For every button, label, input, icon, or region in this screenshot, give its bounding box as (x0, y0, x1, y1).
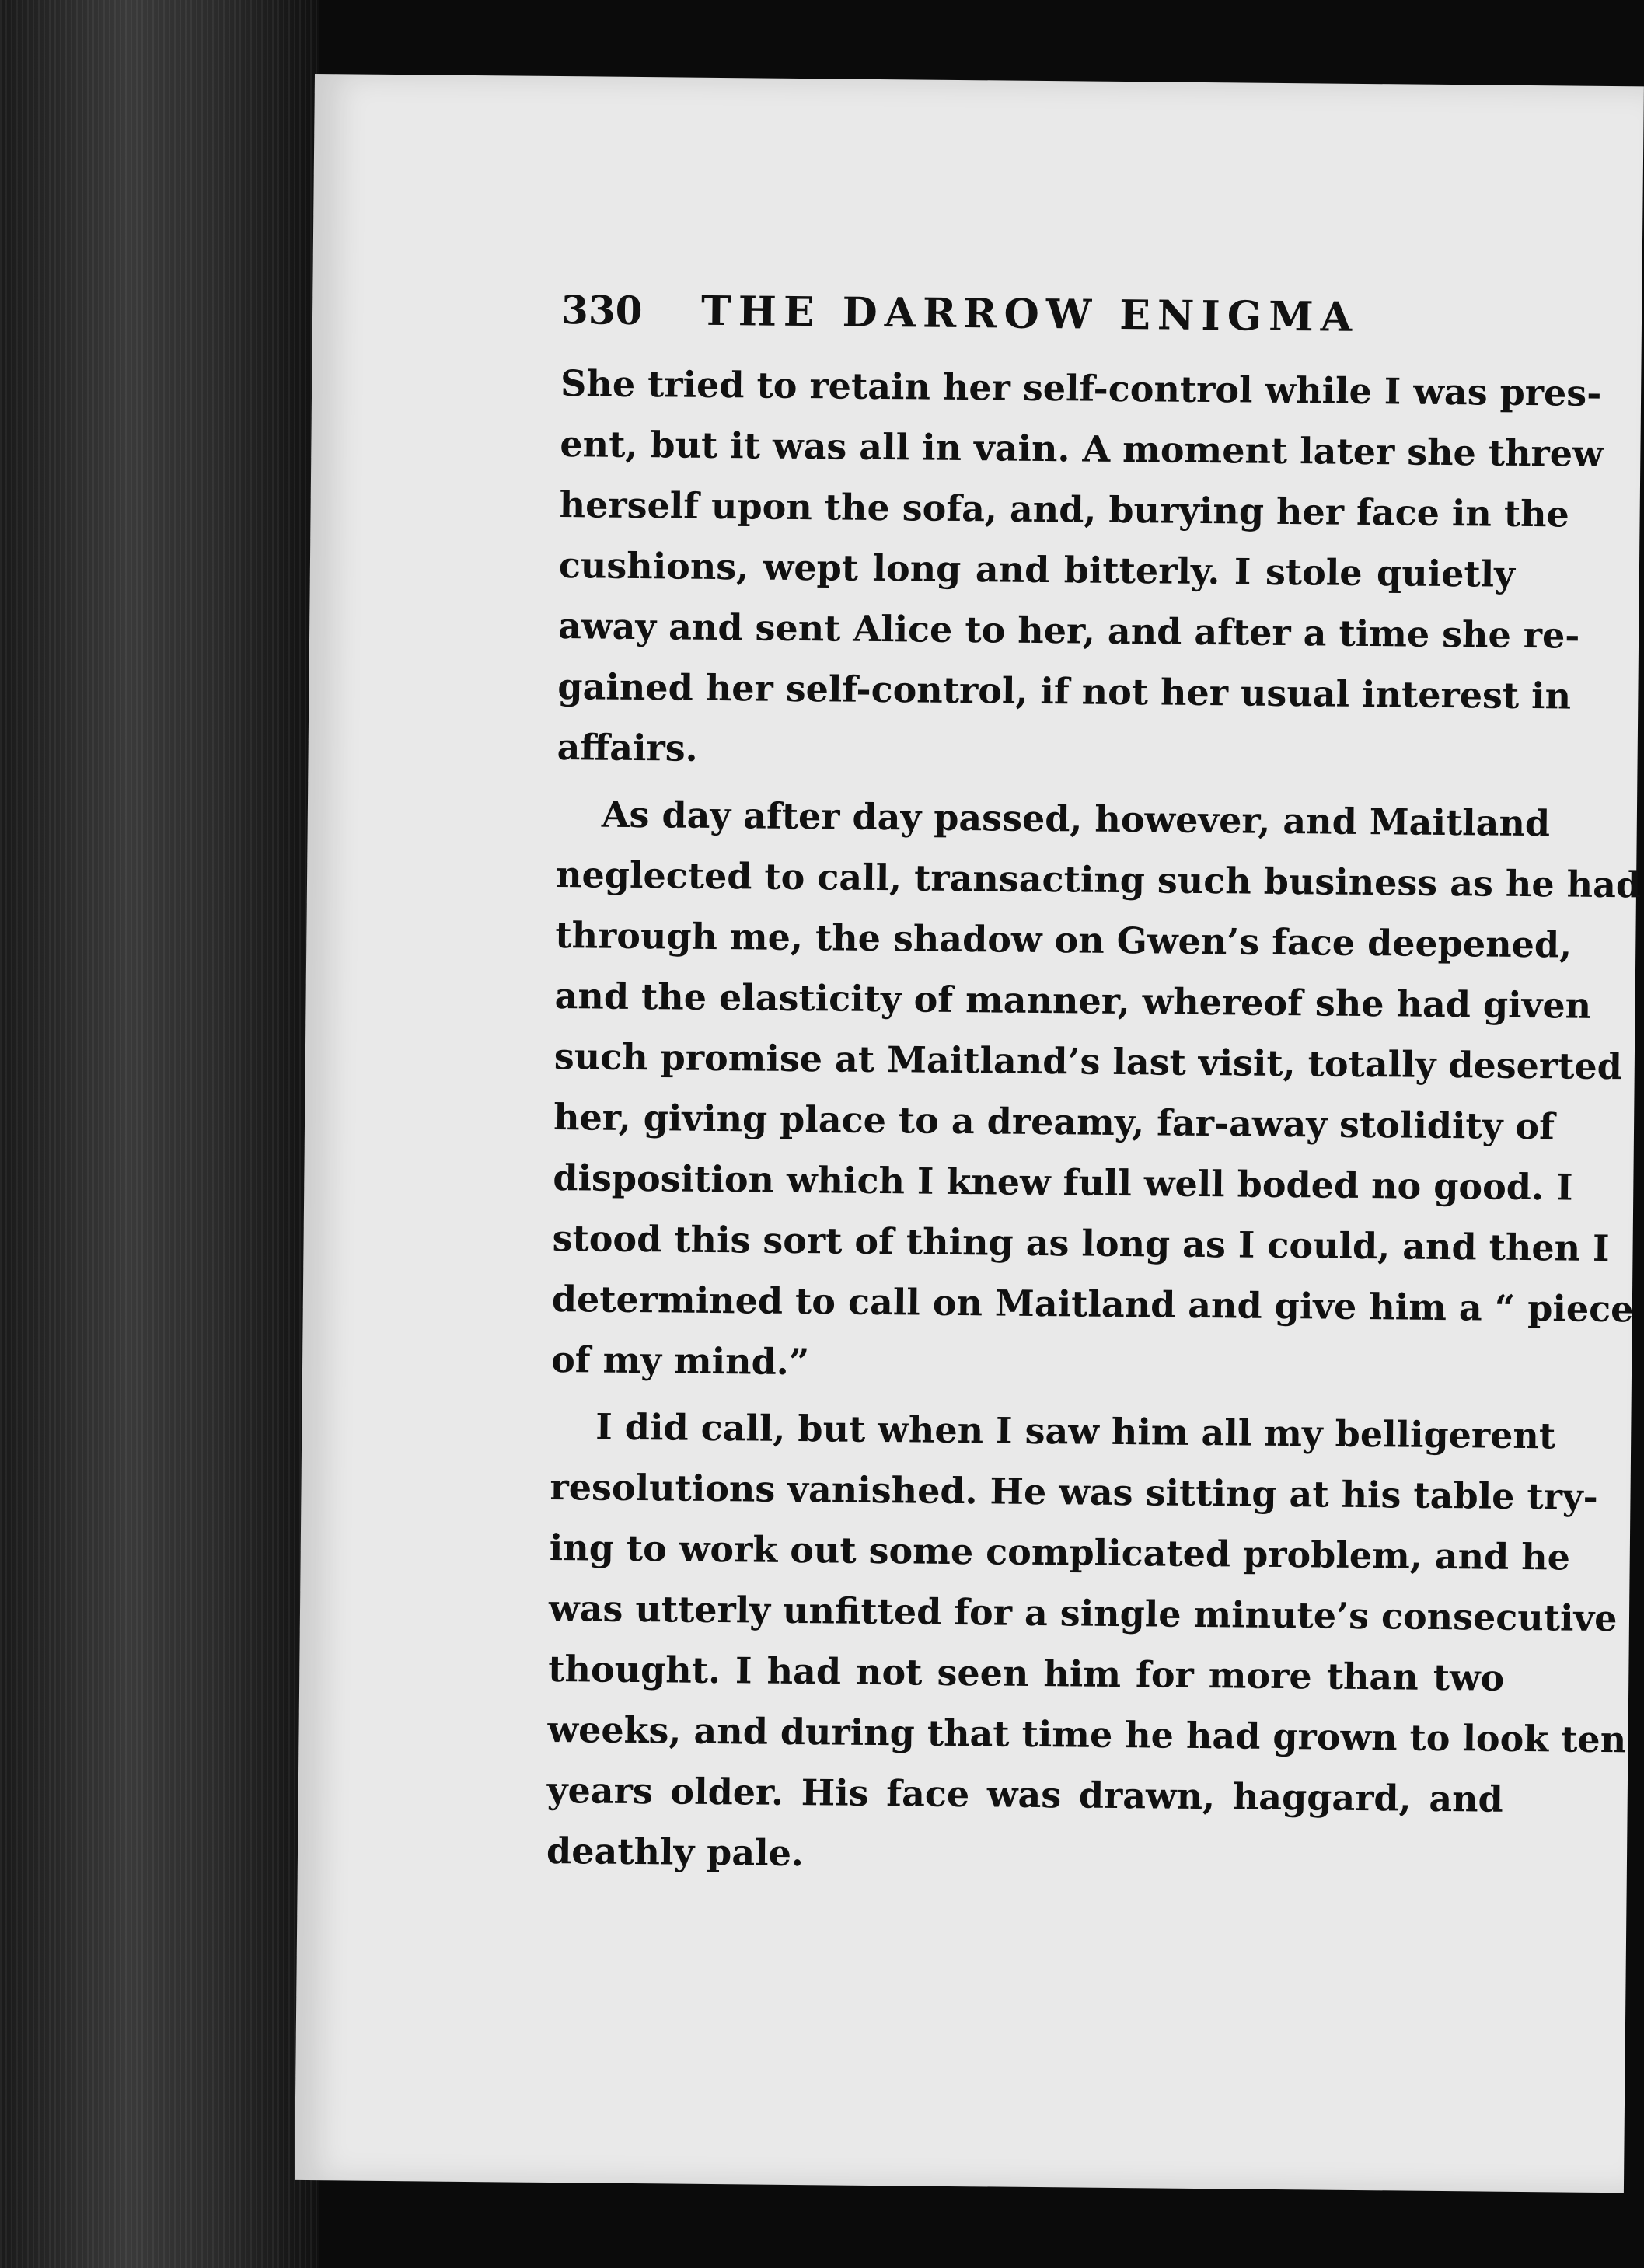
text-line: cushions, wept long and bitterly. I stole quietly (558, 544, 1516, 595)
book-page (295, 74, 1644, 2193)
text-line: neglected to call, transacting such business as he had (555, 853, 1642, 906)
paragraph (557, 353, 1604, 787)
book-spine-edge (0, 0, 319, 2268)
text-block (546, 286, 1642, 1890)
text-line: and the elasticity of manner, whereof she had given (554, 975, 1592, 1027)
paragraph (550, 783, 1642, 1399)
text-line: stood this sort of thing as long as I could, and then I (552, 1217, 1610, 1270)
text-line: weeks, and during that time he had grown to look ten (547, 1708, 1627, 1761)
page-number: 330 (560, 287, 643, 334)
text-line: ent, but it was all in vain. A moment later she threw (560, 423, 1604, 475)
text-line: She tried to retain her self-control while I was pres- (560, 362, 1602, 414)
text-line: of my mind.” (550, 1338, 810, 1383)
paragraph (546, 1396, 1627, 1890)
text-line: disposition which I knew full well boded no good. I (553, 1157, 1573, 1209)
text-line: such promise at Maitland’s last visit, totally deserted (553, 1035, 1623, 1088)
text-line: gained her self-control, if not her usual interest in (557, 665, 1572, 717)
text-line: I did call, but when I saw him all my belligerent (595, 1405, 1556, 1457)
text-line: As day after day passed, however, and Maitland (601, 793, 1551, 845)
text-line: was utterly unfitted for a single minute’s consecutive (548, 1586, 1618, 1640)
running-head (561, 286, 1518, 361)
text-line: away and sent Alice to her, and after a time she re- (557, 605, 1580, 657)
text-line: her, giving place to a dreamy, far-away stolidity of (553, 1096, 1555, 1148)
text-line: through me, the shadow on Gwen’s face deepened, (555, 914, 1572, 966)
text-line: resolutions vanished. He was sitting at his table try- (550, 1465, 1598, 1518)
text-line: deathly pale. (546, 1829, 805, 1875)
text-line: thought. I had not seen him for more than two (548, 1647, 1505, 1699)
text-line: affairs. (557, 726, 698, 769)
book-title: THE DARROW ENIGMA (700, 287, 1360, 341)
text-line: ing to work out some complicated problem, and he (549, 1526, 1571, 1579)
body-text (546, 353, 1642, 1890)
text-line: years older. His face was drawn, haggard, and (546, 1768, 1504, 1820)
text-line: determined to call on Maitland and give him a “ piece (551, 1278, 1634, 1331)
text-line: herself upon the sofa, and, burying her face in the (559, 483, 1570, 536)
